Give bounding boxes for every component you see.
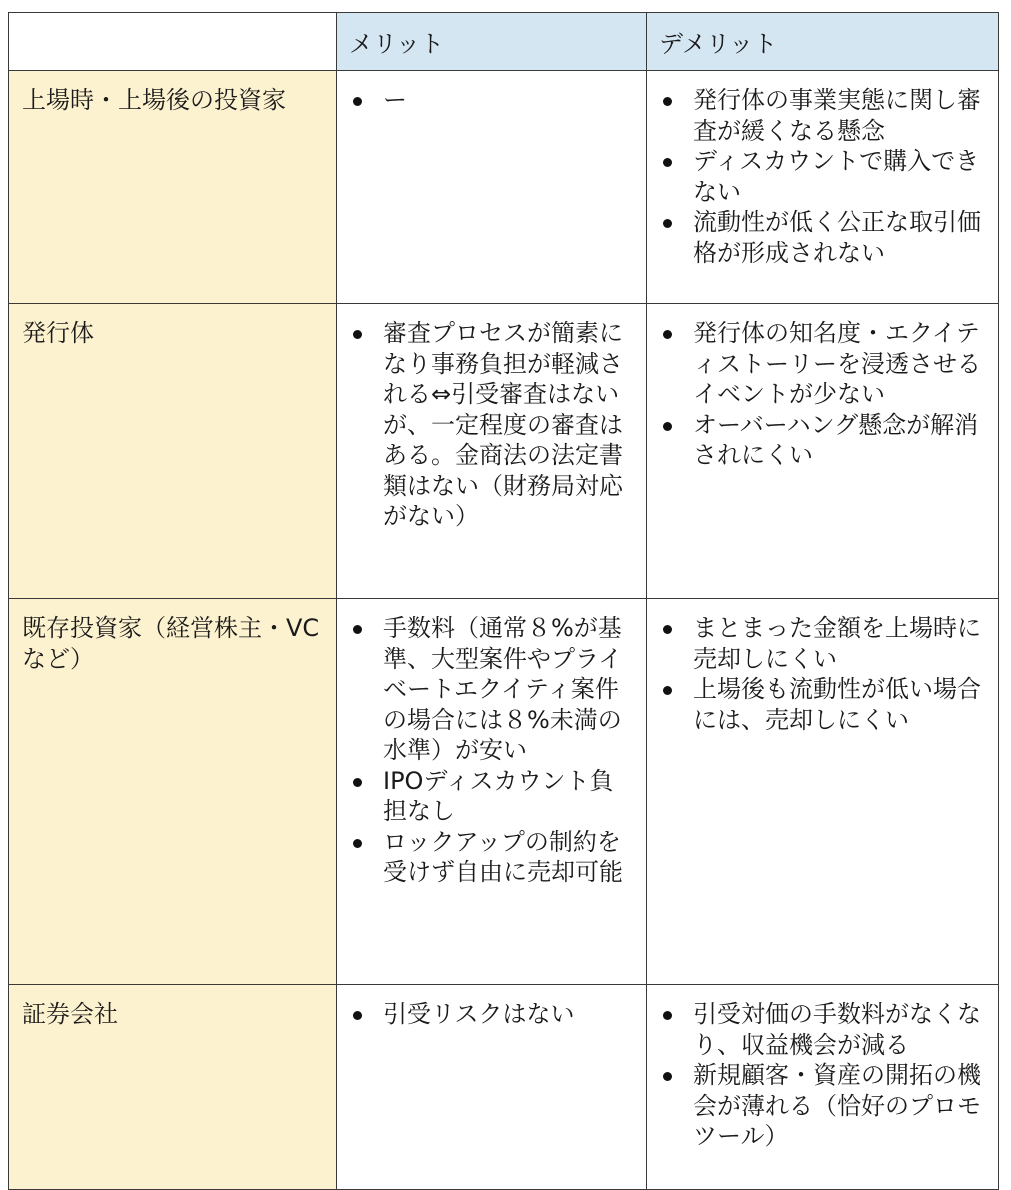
merit-text: 引受リスクはない (383, 1000, 575, 1028)
header-row (9, 13, 999, 71)
merit-text: IPOディスカウント負担なし (383, 766, 614, 825)
list-item (350, 85, 632, 116)
merit-demerit-table (8, 12, 999, 1190)
bullet-icon (663, 330, 672, 339)
demerits-list (660, 318, 984, 471)
comparison-table-container (8, 12, 998, 1190)
bullet-icon (353, 1011, 362, 1020)
list-item (660, 410, 984, 471)
list-item (350, 999, 632, 1030)
merits-list (350, 999, 632, 1030)
list-item (660, 613, 984, 674)
demerits-cell (647, 71, 999, 304)
bullet-icon (353, 330, 362, 339)
demerit-text: 発行体の知名度・エクイティストーリーを浸透させるイベントが少ない (693, 319, 981, 408)
list-item (660, 674, 984, 735)
demerit-text: 新規顧客・資産の開拓の機会が薄れる（恰好のプロモツール） (693, 1061, 981, 1150)
header-merit: メリット (337, 13, 647, 71)
merits-cell (337, 985, 647, 1190)
merits-cell (337, 599, 647, 985)
row-label-existing-investors: 既存投資家（経営株主・VCなど） (9, 599, 337, 985)
list-item (350, 613, 632, 766)
list-item (660, 318, 984, 410)
merits-cell (337, 71, 647, 304)
merit-text: 手数料（通常８%が基準、大型案件やプライベートエクイティ案件の場合には８%未満の水準）が安い (383, 614, 623, 764)
merits-list (350, 318, 632, 532)
bullet-icon (353, 778, 362, 787)
list-item (660, 146, 984, 207)
demerit-text: オーバーハング懸念が解消されにくい (693, 410, 979, 469)
table-row (9, 71, 999, 304)
row-label-issuer: 発行体 (9, 304, 337, 599)
merit-text: ー (383, 86, 407, 114)
demerits-list (660, 999, 984, 1152)
merit-text: ロックアップの制約を受けず自由に売却可能 (383, 827, 623, 886)
list-item (660, 207, 984, 268)
demerit-text: 発行体の事業実態に関し審査が緩くなる懸念 (693, 86, 981, 145)
bullet-icon (663, 1011, 672, 1020)
list-item (660, 999, 984, 1060)
list-item (660, 1060, 984, 1152)
bullet-icon (663, 158, 672, 167)
bullet-icon (663, 219, 672, 228)
header-demerit: デメリット (647, 13, 999, 71)
bullet-icon (353, 625, 362, 634)
table-row (9, 985, 999, 1190)
table-row (9, 304, 999, 599)
list-item (660, 85, 984, 146)
demerits-list (660, 613, 984, 735)
row-label-investors: 上場時・上場後の投資家 (9, 71, 337, 304)
row-label-securities-firm: 証券会社 (9, 985, 337, 1190)
merits-cell (337, 304, 647, 599)
demerits-cell (647, 599, 999, 985)
header-corner-cell (9, 13, 337, 71)
bullet-icon (663, 422, 672, 431)
bullet-icon (663, 97, 672, 106)
demerit-text: まとまった金額を上場時に売却しにくい (693, 614, 981, 673)
bullet-icon (353, 97, 362, 106)
demerits-cell (647, 304, 999, 599)
list-item (350, 318, 632, 532)
merit-text: 審査プロセスが簡素になり事務負担が軽減される⇔引受審査はないが、一定程度の審査はある。金商法の法定書類はない（財務局対応がない） (383, 319, 623, 530)
demerits-cell (647, 985, 999, 1190)
table-row (9, 599, 999, 985)
merits-list (350, 85, 632, 116)
bullet-icon (663, 625, 672, 634)
demerit-text: 引受対価の手数料がなくなり、収益機会が減る (693, 1000, 981, 1059)
bullet-icon (663, 686, 672, 695)
bullet-icon (353, 839, 362, 848)
list-item (350, 766, 632, 827)
demerit-text: 上場後も流動性が低い場合には、売却しにくい (693, 675, 981, 734)
list-item (350, 827, 632, 888)
merits-list (350, 613, 632, 888)
bullet-icon (663, 1072, 672, 1081)
demerit-text: 流動性が低く公正な取引価格が形成されない (693, 208, 981, 267)
demerits-list (660, 85, 984, 268)
demerit-text: ディスカウントで購入できない (693, 147, 980, 206)
